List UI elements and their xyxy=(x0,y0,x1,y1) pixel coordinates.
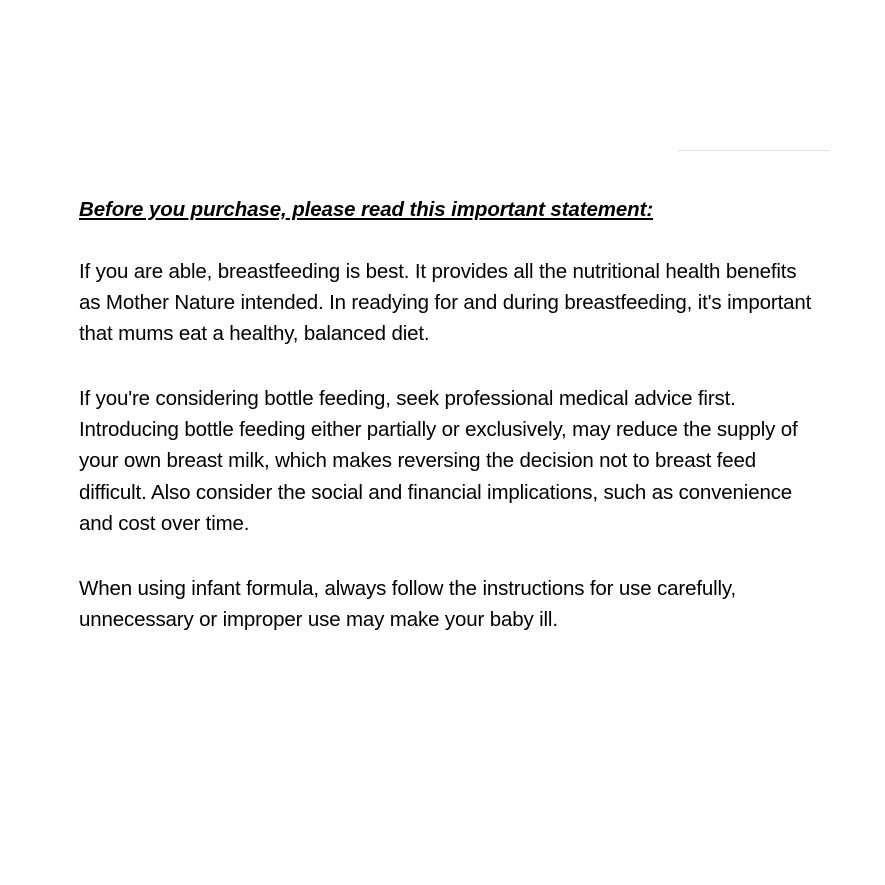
statement-content xyxy=(79,196,839,635)
statement-paragraph-infant-formula: When using infant formula, always follow the instructions for use carefully, unnecessary or improper use may make your baby ill. xyxy=(79,576,737,632)
statement-paragraph-bottle-feeding: If you're considering bottle feeding, seek professional medical advice first. Introducing bottle feeding either partially or exclusively, may reduce the supply of your own breast milk, which makes reversing the decision not to breast feed difficult. Also consider the social and financial implications, such as convenience and cost over time. xyxy=(79,387,798,535)
statement-paragraph-breastfeeding: If you are able, breastfeeding is best. It provides all the nutritional health benefits as Mother Nature intended. In readying for and during breastfeeding, it's important that mums eat a healthy, balanced diet. xyxy=(79,259,812,345)
statement-heading: Before you purchase, please read this important statement: xyxy=(79,198,654,221)
scan-artifact-line xyxy=(678,150,830,151)
